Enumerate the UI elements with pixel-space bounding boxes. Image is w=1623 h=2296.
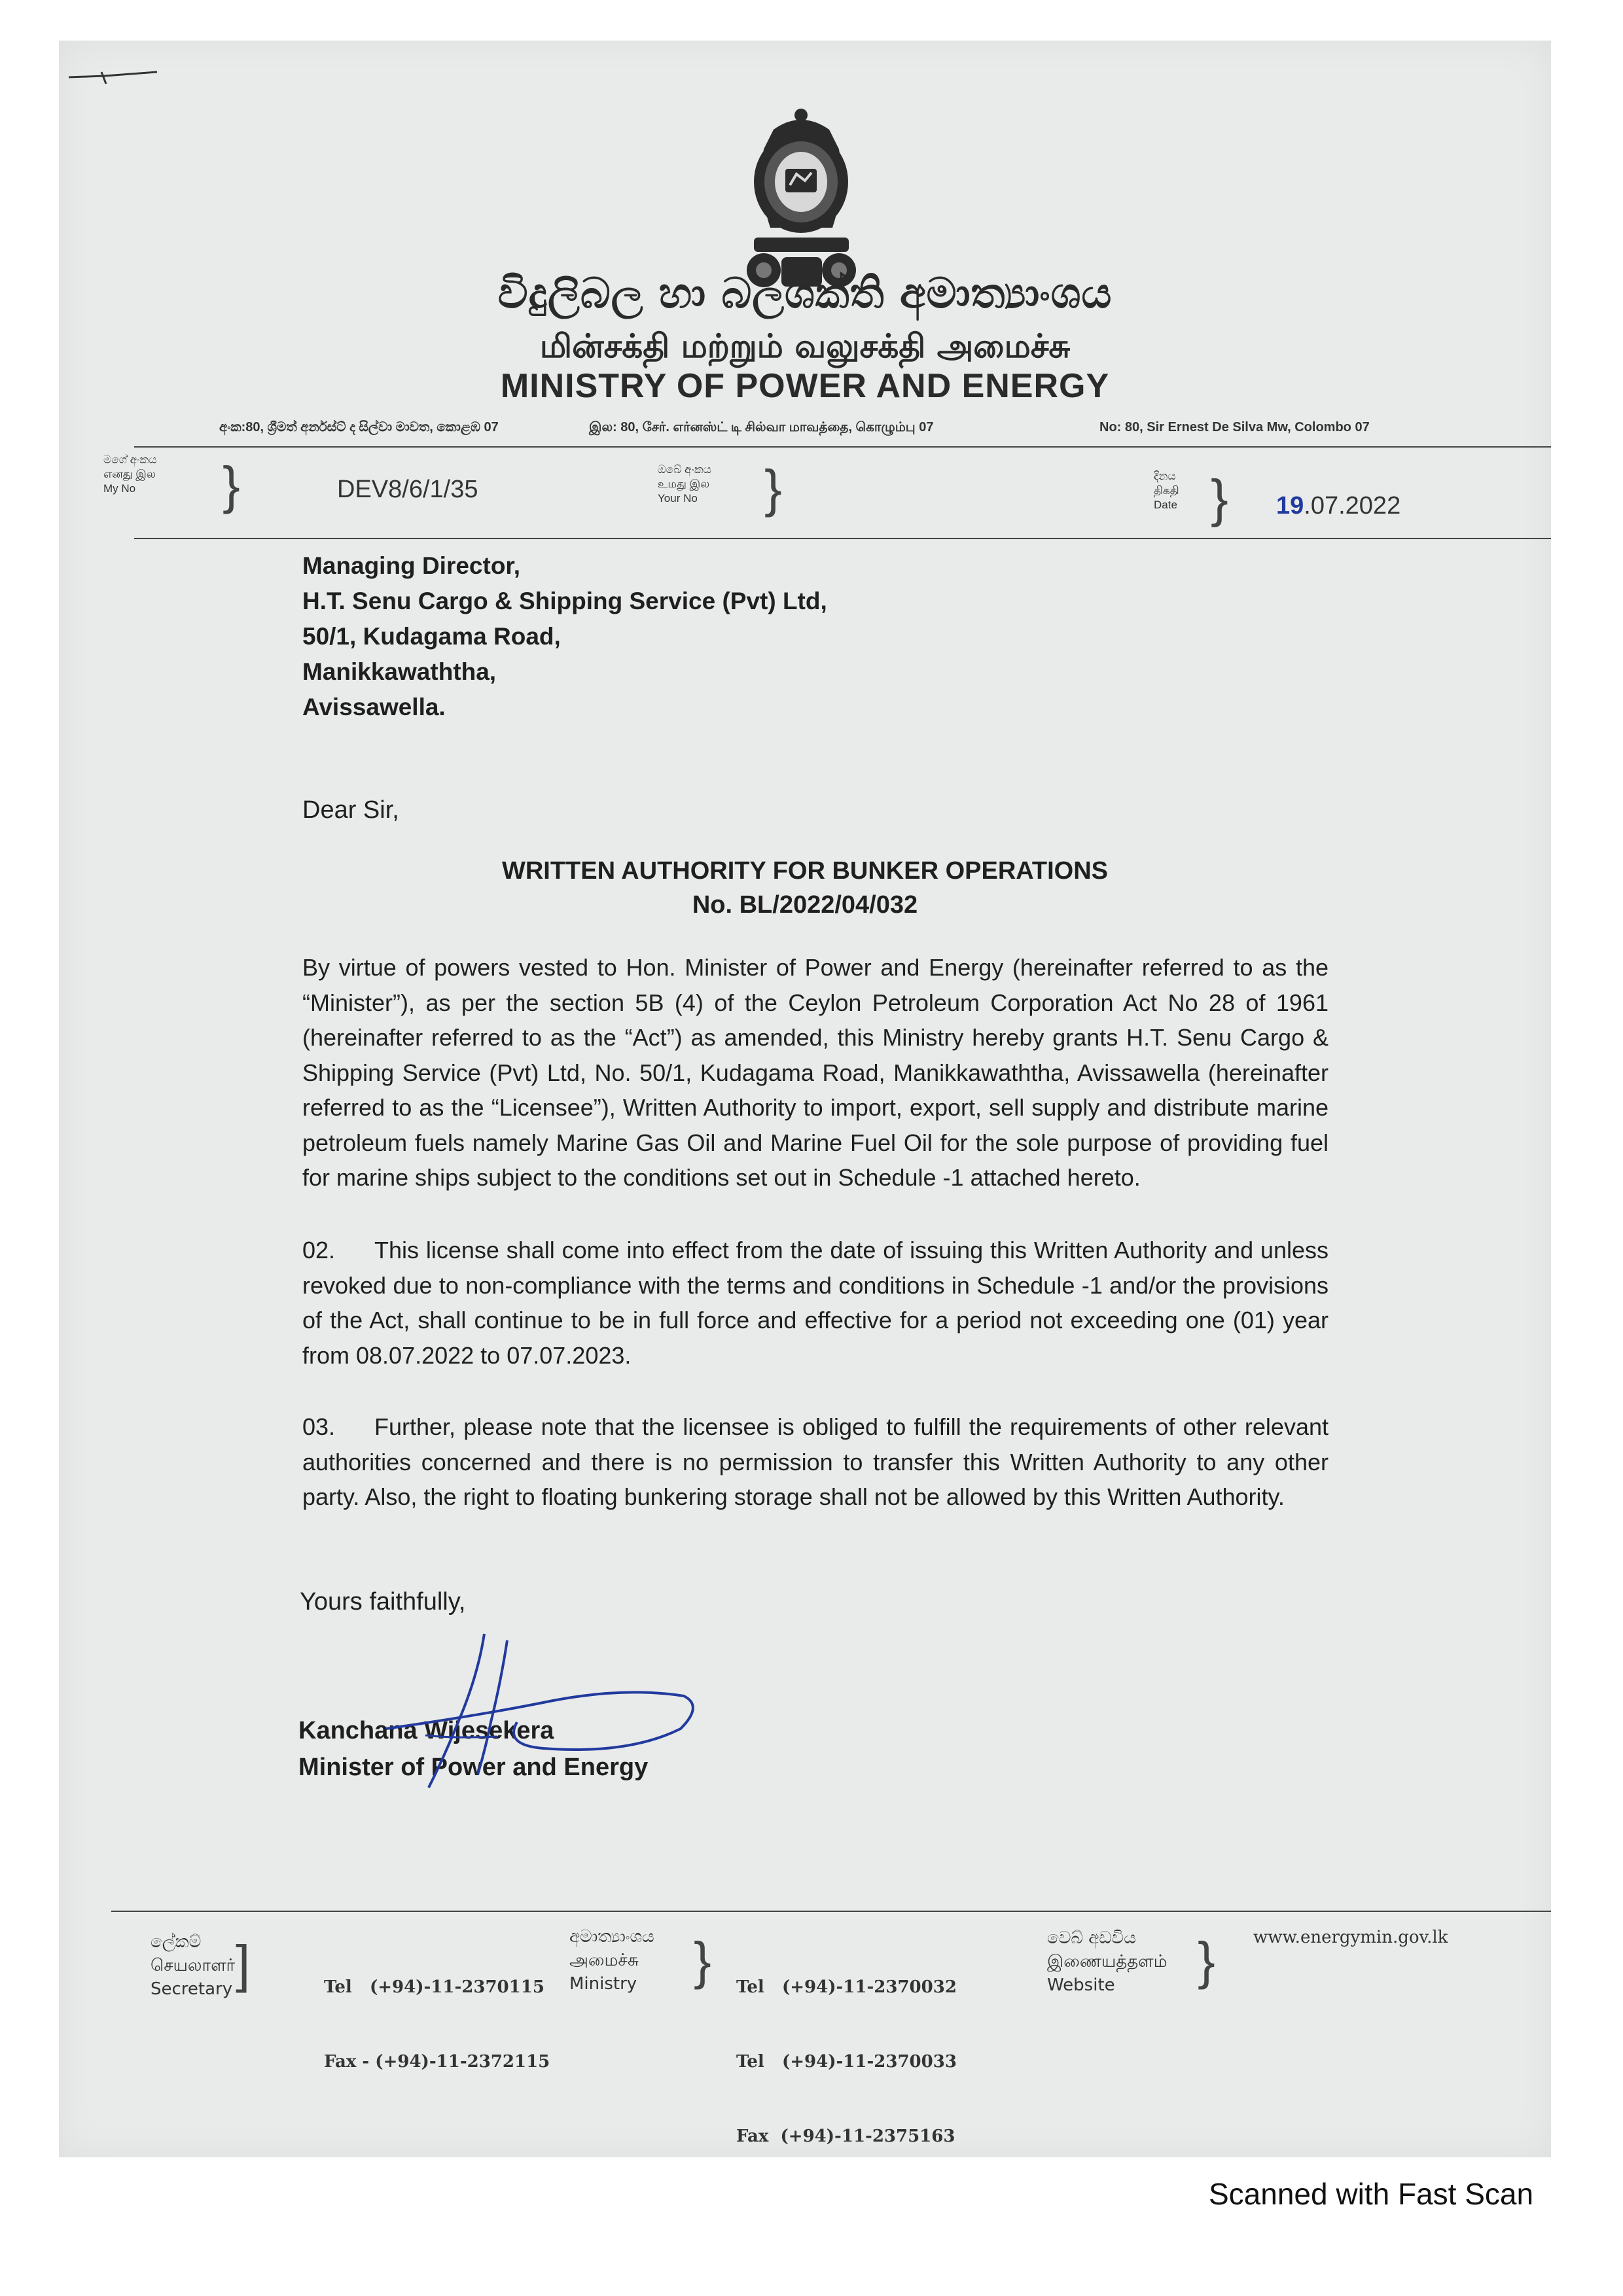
brace: } bbox=[764, 459, 782, 518]
recipient-line: Managing Director, bbox=[302, 552, 521, 579]
brace: } bbox=[1198, 1932, 1215, 1990]
footer-secretary-contacts: Tel (+94)-11-2370115 Fax - (+94)-11-2372115 bbox=[324, 1977, 550, 2072]
footer-ministry-contacts: Tel (+94)-11-2370032 Tel (+94)-11-2370033 Fax (+94)-11-2375163 bbox=[736, 1977, 957, 2146]
brace: ] bbox=[236, 1935, 251, 1993]
paragraph-3: 03. Further, please note that the licensee is obliged to fulfill the requirements of other relevant authorities concerned and there is no permission to transfer this Written Authority to any other party. Also, the right to floating bunkering storage shall not be allowed by this Written Authority. bbox=[302, 1409, 1329, 1515]
subject-number: No. BL/2022/04/032 bbox=[692, 891, 918, 919]
my-no-value: DEV8/6/1/35 bbox=[337, 476, 478, 503]
footer-secretary-label: ලේකම් செயலாளர் Secretary bbox=[151, 1932, 236, 1999]
brace: } bbox=[223, 456, 240, 514]
scan-watermark: Scanned with Fast Scan bbox=[1209, 2177, 1534, 2211]
address-english: No: 80, Sir Ernest De Silva Mw, Colombo 07 bbox=[1099, 420, 1370, 434]
subject-title: WRITTEN AUTHORITY FOR BUNKER OPERATIONS bbox=[501, 857, 1109, 885]
footer-website-link[interactable]: www.energymin.gov.lk bbox=[1253, 1928, 1448, 1947]
signer-title: Minister of Power and Energy bbox=[298, 1754, 649, 1781]
paragraph-number: 03. bbox=[302, 1413, 336, 1440]
date-label: දිනය திகதி Date bbox=[1154, 470, 1179, 511]
date-value bbox=[1276, 492, 1400, 520]
salutation: Dear Sir, bbox=[302, 796, 399, 824]
footer-rule bbox=[111, 1911, 1551, 1912]
address-sinhala: අංක:80, ශ්‍රීමත් අර්නස්ට් ද සිල්වා මාවත, කොළඹ 07 bbox=[219, 420, 499, 434]
brace: } bbox=[1211, 469, 1228, 527]
recipient-address bbox=[302, 548, 827, 725]
footer-website-label: වෙබ් අඩවිය இணையத்தளம் Website bbox=[1047, 1928, 1168, 1995]
header-bottom-rule bbox=[134, 538, 1551, 539]
date-month-year: .07.2022 bbox=[1304, 492, 1401, 520]
recipient-line: H.T. Senu Cargo & Shipping Service (Pvt) Ltd, bbox=[302, 588, 827, 614]
ministry-name-sinhala: විදුලිබල හා බලශක්ති අමාත්‍යාංශය bbox=[497, 270, 1113, 318]
ministry-name-tamil: மின்சக்தி மற்றும் வலுசக்தி அமைச்சு bbox=[539, 327, 1071, 365]
header-top-rule bbox=[134, 446, 1551, 448]
paragraph-2: 02. This license shall come into effect from the date of issuing this Written Authority and unless revoked due to non-compliance with the terms and conditions in Schedule -1 and/or the provisions of the Act, shall continue to be in full force and effective for a period not exceeding one (01) year from 08.07.2022 to 07.07.2023. bbox=[302, 1233, 1329, 1373]
your-no-label: ඔබේ අංකය உமது இல Your No bbox=[658, 463, 711, 504]
paragraph-1: By virtue of powers vested to Hon. Minister of Power and Energy (hereinafter referred to as the “Minister”), as per the section 5B (4) of the Ceylon Petroleum Corporation Act No 28 of 1961 (hereinafter referred to as the “Act”) as amended, this Ministry hereby grants H.T. Senu Cargo & Shipping Service (Pvt) Ltd, No. 50/1, Kudagama Road, Manikkawaththa, Avissawella (hereinafter referred to as the “Licensee”), Written Authority to import, export, sell supply and distribute marine petroleum fuels namely Marine Gas Oil and Marine Fuel Oil for the sole purpose of providing fuel for marine ships subject to the conditions set out in Schedule -1 attached hereto. bbox=[302, 954, 1329, 1191]
recipient-line: Avissawella. bbox=[302, 694, 446, 720]
signer-name: Kanchana Wijesekera bbox=[298, 1717, 554, 1744]
paragraph-number: 02. bbox=[302, 1237, 336, 1263]
signature-icon bbox=[347, 1624, 713, 1794]
recipient-line: 50/1, Kudagama Road, bbox=[302, 623, 561, 650]
recipient-line: Manikkawaththa, bbox=[302, 658, 497, 685]
ministry-name-english: MINISTRY OF POWER AND ENERGY bbox=[500, 367, 1110, 405]
footer-ministry-label: අමාත්‍යාංශය அமைச்சு Ministry bbox=[569, 1927, 654, 1994]
brace: } bbox=[694, 1932, 711, 1990]
closing: Yours faithfully, bbox=[300, 1588, 466, 1616]
date-day-handwritten: 19 bbox=[1276, 492, 1304, 520]
my-no-label: මගේ අංකය எனது இல My No bbox=[103, 453, 157, 495]
pen-mark-icon bbox=[65, 52, 170, 92]
address-tamil: இல: 80, சேர். எர்னஸ்ட் டி சில்வா மாவத்தை, கொழும்பு 07 bbox=[589, 420, 934, 434]
letter-page bbox=[59, 41, 1551, 2157]
